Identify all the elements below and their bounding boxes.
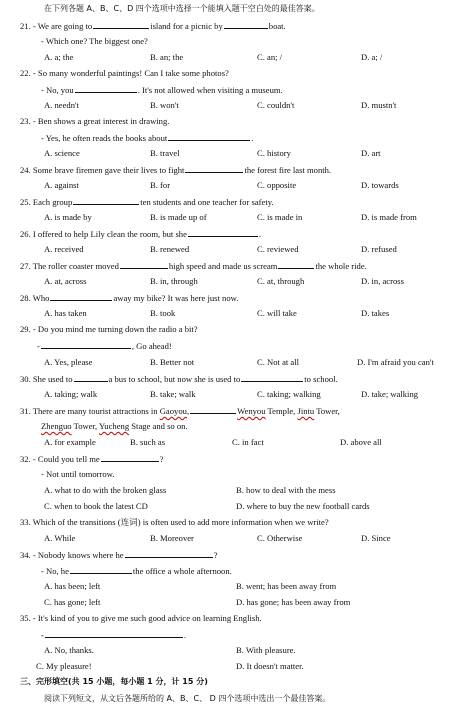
option-d: D. in, across	[361, 276, 404, 286]
question-30: 30. She used to a bus to school, but now she is used to to school.	[20, 374, 338, 384]
option-b: B. for	[150, 180, 171, 190]
option-a: A. has been; left	[44, 581, 101, 591]
option-d: D. has gone; has been away from	[236, 597, 351, 607]
question-27: 27. The roller coaster moved high speed and made us scream the whole ride.	[20, 261, 367, 271]
option-c: C. when to book the latest CD	[44, 501, 148, 511]
question-line: - Not until tomorrow.	[41, 469, 115, 479]
option-b: B. is made up of	[150, 212, 207, 222]
question-number: 21.	[20, 21, 31, 31]
option-d: D. towards	[361, 180, 399, 190]
question-26: 26. I offered to help Lily clean the room, but she .	[20, 229, 262, 239]
option-a: A. science	[44, 148, 80, 158]
option-c: C. history	[257, 148, 291, 158]
option-a: A. at, across	[44, 276, 87, 286]
question-line: - No, you . It's not allowed when visiting a museum.	[41, 85, 283, 95]
option-b: B. how to deal with the mess	[236, 485, 336, 495]
answer-blank	[188, 228, 258, 237]
question-29: 29. - Do you mind me turning down the radio a bit?	[20, 324, 198, 334]
answer-blank	[70, 565, 132, 574]
answer-blank	[74, 373, 108, 382]
option-a: A. has taken	[44, 308, 87, 318]
option-b: B. Moreover	[150, 533, 194, 543]
question-23: 23. - Ben shows a great interest in drawing.	[20, 116, 170, 126]
answer-blank	[190, 405, 236, 414]
section-instruction: 在下列各题 A、B、C、D 四个选项中选择一个能填入题干空白处的最佳答案。	[44, 4, 320, 13]
question-22: 22. - So many wonderful paintings! Can I take some photos?	[20, 68, 229, 78]
answer-blank	[168, 132, 250, 141]
option-d: D. a; /	[361, 52, 383, 62]
question-33: 33. Which of the transitions (连词) is often used to add more information when we write?	[20, 517, 329, 527]
answer-blank	[41, 340, 131, 349]
option-c: C. Otherwise	[257, 533, 303, 543]
option-b: B. renewed	[150, 244, 190, 254]
answer-blank	[93, 20, 149, 29]
option-b: B. take; walk	[150, 389, 196, 399]
question-35: 35. - It's kind of you to give me such good advice on learning English.	[20, 613, 262, 623]
option-b: B. won't	[150, 100, 179, 110]
answer-blank	[185, 164, 243, 173]
question-line: Zhenguo Tower, Yucheng Stage and so on.	[41, 421, 188, 431]
question-25: 25. Each group ten students and one teacher for safety.	[20, 197, 274, 207]
answer-blank	[278, 260, 314, 269]
option-c: C. at, through	[257, 276, 305, 286]
option-a: A. received	[44, 244, 84, 254]
option-a: A. taking; walk	[44, 389, 98, 399]
option-b: B. went; has been away from	[236, 581, 337, 591]
question-line: - .	[41, 630, 187, 640]
answer-blank	[45, 629, 183, 638]
question-line: - Which one? The biggest one?	[41, 36, 148, 46]
option-d: D. I'm afraid you can't	[357, 357, 434, 367]
option-d: D. above all	[340, 437, 382, 447]
answer-blank	[50, 292, 112, 301]
option-a: A. what to do with the broken glass	[44, 485, 167, 495]
option-d: D. is made from	[361, 212, 417, 222]
option-a: A. No, thanks.	[44, 645, 94, 655]
option-d: D. It doesn't matter.	[236, 661, 304, 671]
answer-blank	[241, 373, 303, 382]
option-d: D. take; walking	[361, 389, 419, 399]
option-c: C. couldn't	[257, 100, 295, 110]
option-c: C. has gone; left	[44, 597, 101, 607]
option-d: D. art	[361, 148, 381, 158]
option-c: C. an; /	[257, 52, 283, 62]
option-b: B. Better not	[150, 357, 195, 367]
question-21: 21. - We are going to island for a picnic by boat.	[20, 21, 286, 31]
option-d: D. takes	[361, 308, 390, 318]
option-b: B. took	[150, 308, 176, 318]
answer-blank	[73, 196, 139, 205]
option-a: A. for example	[44, 437, 96, 447]
option-a: A. is made by	[44, 212, 92, 222]
question-31: 31. There are many tourist attractions in Gaoyou, Wenyou Temple, Jintu Tower,	[20, 406, 340, 416]
answer-blank	[101, 453, 159, 462]
option-c: C. is made in	[257, 212, 303, 222]
question-line: - Yes, he often reads the books about .	[41, 133, 254, 143]
option-c: C. reviewed	[257, 244, 299, 254]
section-instruction: 阅读下列短文，从文后各题所给的 A、B、C、 D 四个选项中选出一个最佳答案。	[44, 694, 331, 703]
option-a: A. While	[44, 533, 76, 543]
option-d: D. refused	[361, 244, 397, 254]
option-b: B. an; the	[150, 52, 184, 62]
question-28: 28. Who away my bike? It was here just now.	[20, 293, 239, 303]
option-d: D. Since	[361, 533, 391, 543]
answer-blank	[224, 20, 268, 29]
question-32: 32. - Could you tell me ?	[20, 454, 164, 464]
option-d: D. where to buy the new football cards	[236, 501, 370, 511]
option-b: B. With pleasure.	[236, 645, 296, 655]
question-line: - No, he the office a whole afternoon.	[41, 566, 232, 576]
option-d: D. mustn't	[361, 100, 397, 110]
option-c: C. in fact	[232, 437, 264, 447]
option-a: A. a; the	[44, 52, 74, 62]
option-a: A. Yes, please	[44, 357, 93, 367]
section-title: 三、完形填空(共 15 小题，每小题 1 分，计 15 分)	[20, 677, 208, 686]
option-c: C. My pleasure!	[36, 661, 92, 671]
option-a: A. against	[44, 180, 79, 190]
option-b: B. travel	[150, 148, 180, 158]
option-b: B. such as	[130, 437, 166, 447]
answer-blank	[75, 84, 137, 93]
option-c: C. will take	[257, 308, 297, 318]
option-c: C. taking; walking	[257, 389, 321, 399]
answer-blank	[120, 260, 168, 269]
option-c: C. Not at all	[257, 357, 300, 367]
option-a: A. needn't	[44, 100, 79, 110]
question-34: 34. - Nobody knows where he ?	[20, 550, 218, 560]
question-line: - , Go ahead!	[37, 341, 172, 351]
option-b: B. in, through	[150, 276, 198, 286]
option-c: C. opposite	[257, 180, 297, 190]
question-24: 24. Some brave firemen gave their lives to fight the forest fire last month.	[20, 165, 332, 175]
answer-blank	[125, 549, 213, 558]
